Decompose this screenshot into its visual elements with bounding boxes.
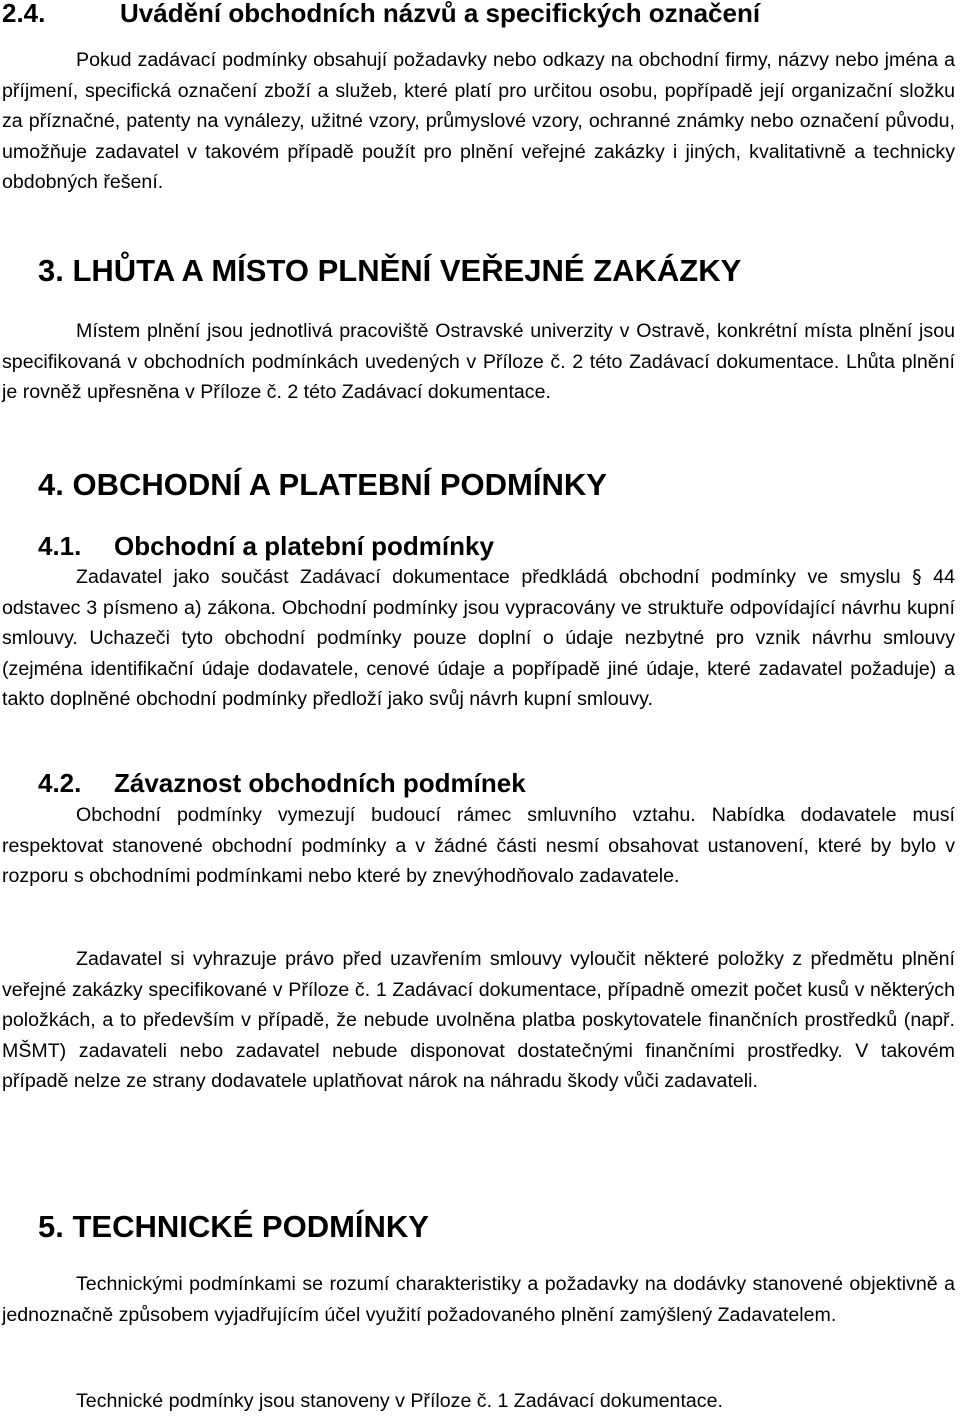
section-3-paragraph: Místem plnění jsou jednotlivá pracoviště Ostravské univerzity v Ostravě, konkrétní místa plnění jsou specifikovaná v obchodních podmínkách uvedených v Příloze č. 2 této Zadávací dokumentace. Lhůta plnění je rovněž upřesněna v Příloze č. 2 této Zadávací dokumentace.: [2, 320, 955, 403]
section-number: 4.2.: [38, 768, 82, 798]
section-4-1-heading: [38, 531, 960, 561]
section-sign: §: [912, 566, 922, 588]
section-title: Závaznost obchodních podmínek: [114, 768, 526, 798]
section-5-heading: 5. TECHNICKÉ PODMÍNKY: [38, 1209, 429, 1244]
section-4-2-heading: [38, 768, 960, 798]
section-title: Uvádění obchodních názvů a specifických označení: [120, 0, 761, 28]
section-4-1-paragraph: [2, 562, 955, 715]
section-5-paragraph-1: Technickými podmínkami se rozumí charakteristiky a požadavky na dodávky stanovené objektivně a jednoznačně způsobem vyjadřujícím účel využití požadovaného plnění zamýšlený Zadavatelem.: [2, 1273, 955, 1326]
section-title: Obchodní a platební podmínky: [114, 531, 494, 561]
section-4-heading: 4. OBCHODNÍ A PLATEBNÍ PODMÍNKY: [38, 467, 607, 502]
paragraph-text: 44 odstavec 3 písmeno a) zákona. Obchodní podmínky jsou vypracovány ve struktuře odpovídající návrhu kupní smlouvy. Uchazeči tyto obchodní podmínky pouze doplní o údaje nezbytné pro vznik návrhu smlouvy (zejména identifikační údaje dodavatele, cenové údaje a popřípadě jiné údaje, které zadavatel požaduje) a takto doplněné obchodní podmínky předloží jako svůj návrh kupní smlouvy.: [2, 566, 955, 710]
section-number: 2.4.: [2, 0, 46, 28]
paragraph-text: Zadavatel jako součást Zadávací dokumentace předkládá obchodní podmínky ve smyslu: [76, 566, 913, 588]
section-2-4-heading: [2, 0, 955, 28]
section-4-2-paragraph-1: Obchodní podmínky vymezují budoucí rámec smluvního vztahu. Nabídka dodavatele musí respektovat stanovené obchodní podmínky a v žádné části nesmí obsahovat ustanovení, které by bylo v rozporu s obchodními podmínkami nebo které by znevýhodňovalo zadavatele.: [2, 804, 955, 887]
section-4-2-paragraph-2: Zadavatel si vyhrazuje právo před uzavřením smlouvy vyloučit některé položky z předmětu plnění veřejné zakázky specifikované v Příloze č. 1 Zadávací dokumentace, případně omezit počet kusů v některých položkách, a to především v případě, že nebude uvolněna platba poskytovatele finančních prostředků (např. MŠMT) zadavateli nebo zadavatel nebude disponovat dostatečnými finančními prostředky. V takovém případě nelze ze strany dodavatele uplatňovat nárok na náhradu škody vůči zadavateli.: [2, 948, 955, 1092]
section-3-heading: 3. LHŮTA A MÍSTO PLNĚNÍ VEŘEJNÉ ZAKÁZKY: [38, 253, 742, 288]
section-2-4-paragraph: Pokud zadávací podmínky obsahují požadavky nebo odkazy na obchodní firmy, názvy nebo jména a příjmení, specifická označení zboží a služeb, které platí pro určitou osobu, popřípadě její organizační složku za příznačné, patenty na vynálezy, užitné vzory, průmyslové vzory, ochranné známky nebo označení původu, umožňuje zadavatel v takovém případě použít pro plnění veřejné zakázky i jiných, kvalitativně a technicky obdobných řešení.: [2, 49, 955, 193]
section-number: 4.1.: [38, 531, 82, 561]
section-5-paragraph-2: Technické podmínky jsou stanoveny v Příloze č. 1 Zadávací dokumentace.: [76, 1390, 723, 1412]
